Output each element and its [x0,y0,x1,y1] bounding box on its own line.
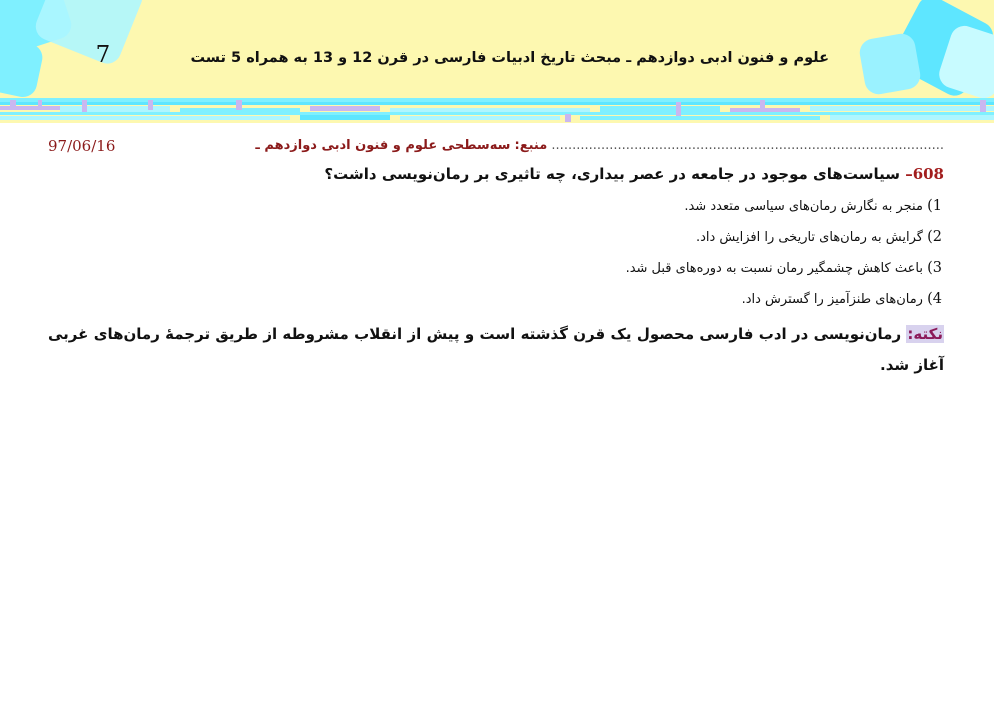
option-number: 1) [927,198,942,214]
source-label: منبع: [514,138,548,153]
options-list [48,191,944,315]
option-number: 2) [927,229,942,245]
option-number: 4) [927,291,942,307]
source-dots: ............................................................................................... [551,138,944,153]
option-1 [48,191,944,222]
question-number: 608 [912,165,944,183]
header-title: علوم و فنون ادبی دوازدهم ـ مبحث تاریخ ادبیات فارسی در قرن 12 و 13 به همراه 5 تست [190,50,829,66]
page-number: 7 [95,42,111,68]
source-text: سه‌سطحی علوم و فنون ادبی دوازدهم ـ [255,138,511,153]
option-2 [48,222,944,253]
question [48,161,944,187]
option-text: باعث کاهش چشمگیر رمان نسبت به دوره‌های قبل شد. [625,261,923,276]
note [48,319,944,381]
source-date: 97/06/16 [48,137,116,155]
option-4 [48,284,944,315]
note-label: نکته: [907,325,943,343]
decorative-stripe-band [0,98,994,123]
option-text: منجر به نگارش رمان‌های سیاسی متعدد شد. [684,199,923,214]
option-text: گرایش به رمان‌های تاریخی را افزایش داد. [695,230,923,245]
decor-shape [858,32,923,97]
question-text: سیاست‌های موجود در جامعه در عصر بیداری، چه تاثیری بر رمان‌نویسی داشت؟ [324,165,900,183]
page-header [0,0,994,123]
option-3 [48,253,944,284]
option-text: رمان‌های طنزآمیز را گسترش داد. [741,292,923,307]
option-number: 3) [927,260,942,276]
question-dash: – [905,165,913,183]
note-text: رمان‌نویسی در ادب فارسی محصول یک قرن گذشته است و پیش از انقلاب مشروطه از طریق ترجمۀ رمان‌های غربی آغاز شد. [48,325,944,374]
source-line [48,133,944,159]
content [48,133,944,381]
